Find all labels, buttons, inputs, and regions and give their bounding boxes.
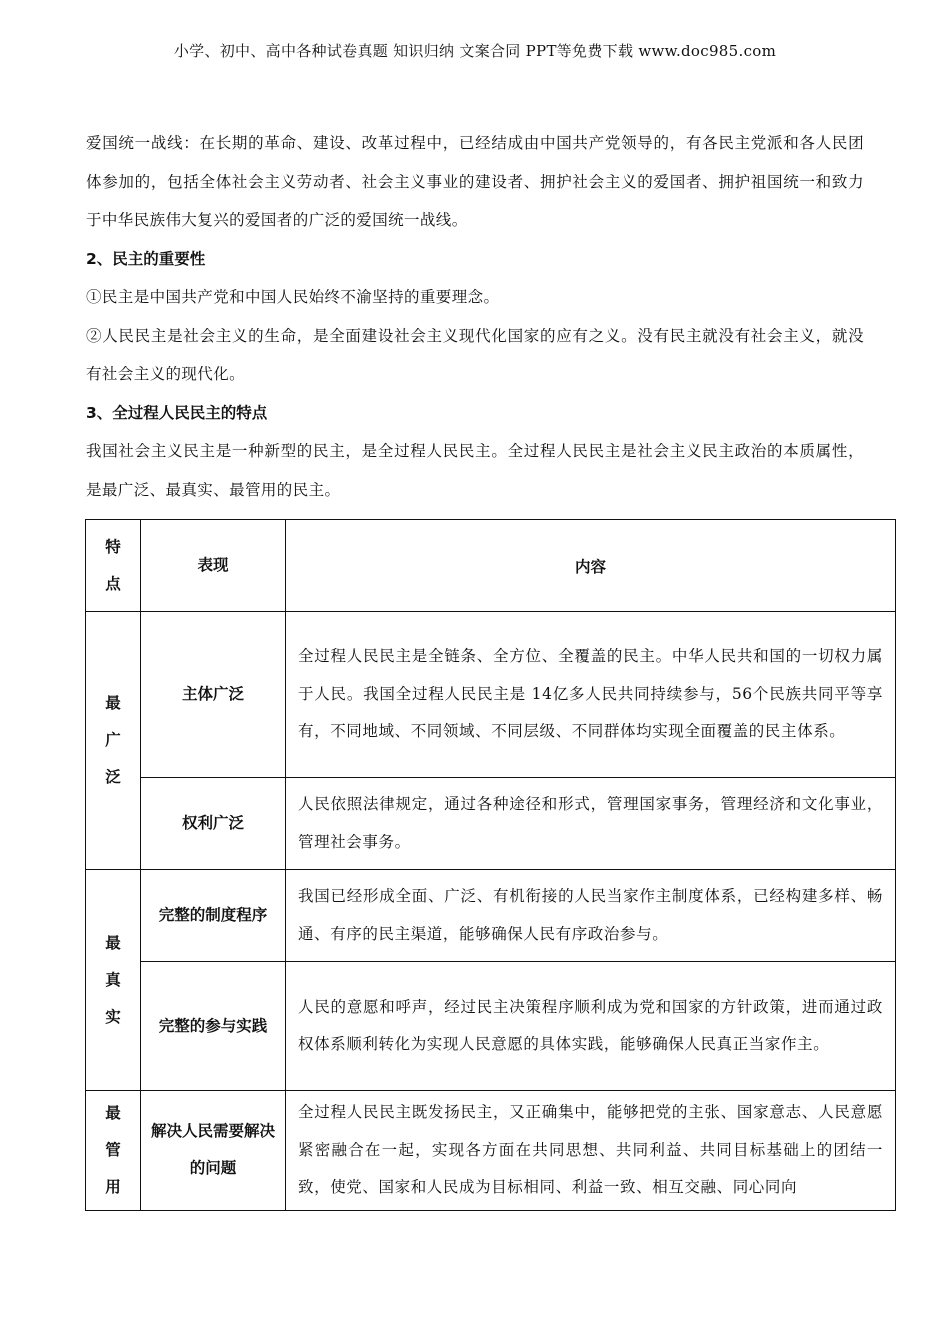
table-row xyxy=(86,778,896,870)
content-cell: 人民依照法律规定，通过各种途径和形式，管理国家事务，管理经济和文化事业，管理社会事务。 xyxy=(286,778,896,870)
content-cell: 人民的意愿和呼声，经过民主决策程序顺利成为党和国家的方针政策，进而通过政权体系顺利转化为实现人民意愿的具体实践，能够确保人民真正当家作主。 xyxy=(286,962,896,1091)
table-header-row xyxy=(86,520,896,612)
table-row xyxy=(86,612,896,778)
page-header: 小学、初中、高中各种试卷真题 知识归纳 文案合同 PPT等免费下载 www.doc985.com xyxy=(173,42,777,60)
feature-most-effective: 最管用 xyxy=(105,1103,121,1196)
header-feature: 特点 xyxy=(105,537,121,593)
content-cell: 我国已经形成全面、广泛、有机衔接的人民当家作主制度体系，已经构建多样、畅通、有序的民主渠道，能够确保人民有序政治参与。 xyxy=(286,870,896,962)
performance-cell: 权利广泛 xyxy=(141,778,286,870)
header-performance: 表现 xyxy=(141,520,286,612)
paragraph-whole-process: 我国社会主义民主是一种新型的民主，是全过程人民民主。全过程人民民主是社会主义民主政治的本质属性，是最广泛、最真实、最管用的民主。 xyxy=(86,442,864,499)
paragraph-united-front: 爱国统一战线：在长期的革命、建设、改革过程中，已经结成由中国共产党领导的，有各民主党派和各人民团体参加的，包括全体社会主义劳动者、社会主义事业的建设者、拥护社会主义的爱国者、拥护祖国统一和致力于中华民族伟大复兴的爱国者的广泛的爱国统一战线。 xyxy=(86,134,864,229)
performance-cell: 解决人民需要解决的问题 xyxy=(141,1091,286,1211)
heading-importance-of-democracy: 2、民主的重要性 xyxy=(86,249,206,268)
performance-cell: 主体广泛 xyxy=(141,612,286,778)
content-cell: 全过程人民民主既发扬民主，又正确集中，能够把党的主张、国家意志、人民意愿紧密融合在一起，实现各方面在共同思想、共同利益、共同目标基础上的团结一致，使党、国家和人民成为目标相同、利益一致、相互交融、同心同向 xyxy=(286,1091,896,1211)
document-body xyxy=(86,124,864,509)
point-2: ②人民民主是社会主义的生命，是全面建设社会主义现代化国家的应有之义。没有民主就没有社会主义，就没有社会主义的现代化。 xyxy=(86,326,864,383)
features-table xyxy=(85,519,896,1211)
header-content: 内容 xyxy=(286,520,896,612)
table-row xyxy=(86,962,896,1091)
table-row xyxy=(86,1091,896,1211)
heading-whole-process-features: 3、全过程人民民主的特点 xyxy=(86,403,268,422)
performance-cell: 完整的制度程序 xyxy=(141,870,286,962)
point-1: ①民主是中国共产党和中国人民始终不渝坚持的重要理念。 xyxy=(86,288,500,306)
performance-cell: 完整的参与实践 xyxy=(141,962,286,1091)
table-row xyxy=(86,870,896,962)
feature-most-real: 最真实 xyxy=(105,933,121,1026)
feature-broadest: 最广泛 xyxy=(105,694,121,786)
content-cell: 全过程人民民主是全链条、全方位、全覆盖的民主。中华人民共和国的一切权力属于人民。我国全过程人民民主是 14亿多人民共同持续参与，56个民族共同平等享有，不同地域、不同领域、不同层级、不同群体均实现全面覆盖的民主体系。 xyxy=(286,612,896,778)
